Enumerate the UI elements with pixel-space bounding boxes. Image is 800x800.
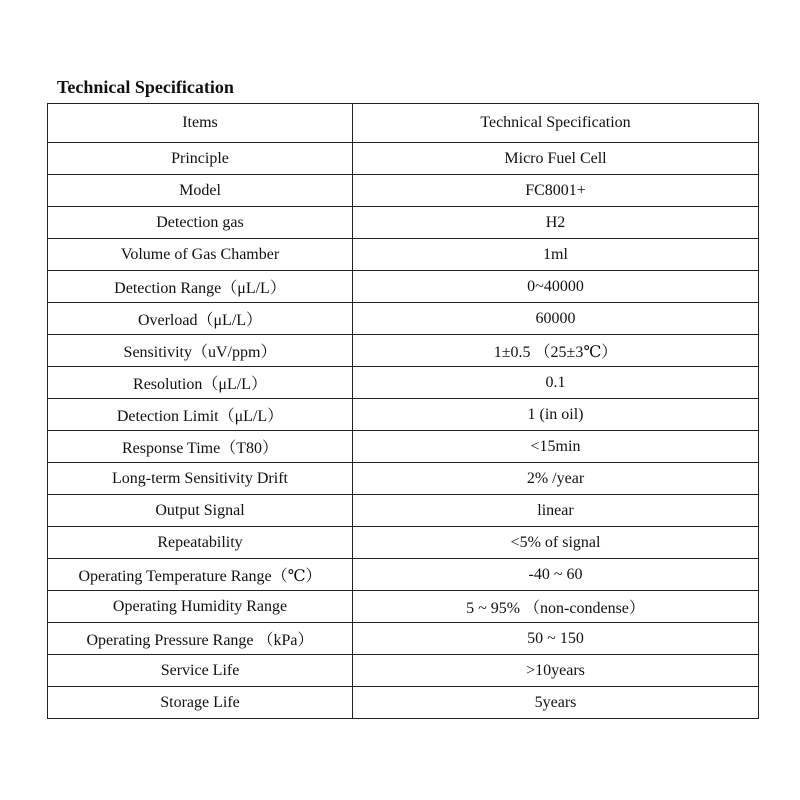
table-row xyxy=(48,431,759,463)
row-item-label: Long-term Sensitivity Drift xyxy=(48,463,353,495)
header-items: Items xyxy=(48,104,353,143)
row-item-label: Operating Pressure Range （kPa） xyxy=(48,623,353,655)
row-item-label: Volume of Gas Chamber xyxy=(48,239,353,271)
row-item-label: Response Time（T80） xyxy=(48,431,353,463)
row-item-value: 5 ~ 95% （non-condense） xyxy=(353,591,759,623)
row-item-value: -40 ~ 60 xyxy=(353,559,759,591)
row-item-value: 0.1 xyxy=(353,367,759,399)
table-row xyxy=(48,399,759,431)
table-row xyxy=(48,239,759,271)
row-item-label: Model xyxy=(48,175,353,207)
row-item-label: Detection gas xyxy=(48,207,353,239)
table-row xyxy=(48,655,759,687)
row-item-label: Operating Temperature Range（℃） xyxy=(48,559,353,591)
table-row xyxy=(48,303,759,335)
row-item-label: Detection Limit（μL/L） xyxy=(48,399,353,431)
table-row xyxy=(48,143,759,175)
row-item-value: <15min xyxy=(353,431,759,463)
spec-table xyxy=(47,103,759,719)
row-item-label: Principle xyxy=(48,143,353,175)
row-item-label: Sensitivity（uV/ppm） xyxy=(48,335,353,367)
row-item-value: 60000 xyxy=(353,303,759,335)
row-item-label: Detection Range（μL/L） xyxy=(48,271,353,303)
header-spec: Technical Specification xyxy=(353,104,759,143)
row-item-value: 5years xyxy=(353,687,759,719)
table-row xyxy=(48,623,759,655)
table-row xyxy=(48,463,759,495)
table-row xyxy=(48,271,759,303)
row-item-value: Micro Fuel Cell xyxy=(353,143,759,175)
table-row xyxy=(48,207,759,239)
row-item-value: 0~40000 xyxy=(353,271,759,303)
row-item-label: Operating Humidity Range xyxy=(48,591,353,623)
table-row xyxy=(48,495,759,527)
row-item-label: Repeatability xyxy=(48,527,353,559)
row-item-label: Service Life xyxy=(48,655,353,687)
row-item-value: >10years xyxy=(353,655,759,687)
table-row xyxy=(48,687,759,719)
table-row xyxy=(48,367,759,399)
table-row xyxy=(48,335,759,367)
table-row xyxy=(48,559,759,591)
row-item-label: Output Signal xyxy=(48,495,353,527)
table-header-row xyxy=(48,104,759,143)
row-item-label: Overload（μL/L） xyxy=(48,303,353,335)
row-item-value: 50 ~ 150 xyxy=(353,623,759,655)
row-item-value: FC8001+ xyxy=(353,175,759,207)
row-item-value: 1ml xyxy=(353,239,759,271)
row-item-label: Resolution（μL/L） xyxy=(48,367,353,399)
table-row xyxy=(48,591,759,623)
table-row xyxy=(48,527,759,559)
row-item-value: 1±0.5 （25±3℃） xyxy=(353,335,759,367)
row-item-value: 2% /year xyxy=(353,463,759,495)
row-item-value: <5% of signal xyxy=(353,527,759,559)
row-item-value: linear xyxy=(353,495,759,527)
row-item-value: 1 (in oil) xyxy=(353,399,759,431)
row-item-label: Storage Life xyxy=(48,687,353,719)
page-title: Technical Specification xyxy=(57,77,234,97)
row-item-value: H2 xyxy=(353,207,759,239)
table-row xyxy=(48,175,759,207)
